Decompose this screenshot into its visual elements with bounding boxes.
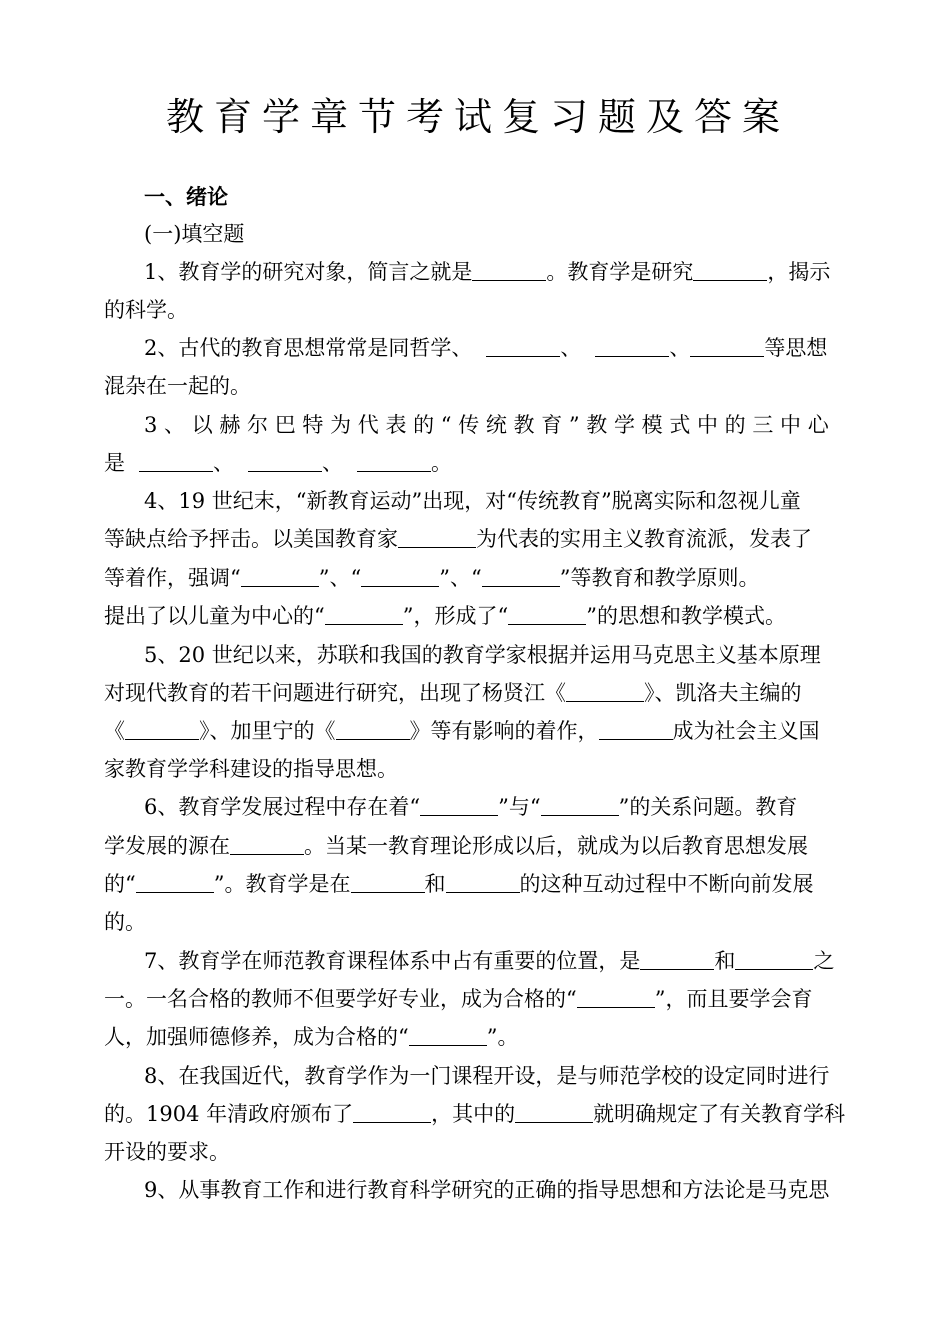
text-run: 2、古代的教育思想常常是同哲学、	[144, 336, 473, 360]
text-run: 和	[424, 872, 446, 896]
answer-blank	[599, 719, 673, 740]
question-6-line-2	[104, 832, 848, 860]
answer-blank	[336, 719, 410, 740]
question-6-line-3	[104, 870, 848, 898]
text-run: 对现代教育的若干问题进行研究，出现了杨贤江《	[104, 681, 566, 705]
text-run: 是	[104, 451, 125, 475]
answer-blank	[515, 1102, 593, 1123]
text-run: ”、“	[439, 566, 482, 590]
question-2-line-2	[104, 372, 848, 400]
text-run: 混杂在一起的。	[104, 374, 251, 398]
text-run: 。	[431, 451, 452, 475]
text-run: 7、教育学在师范教育课程体系中占有重要的位置，是	[144, 949, 641, 973]
text-run: ”，而且要学会育	[654, 987, 813, 1011]
answer-blank	[693, 260, 767, 281]
text-run: 开设的要求。	[104, 1140, 230, 1164]
answer-blank	[139, 451, 213, 472]
text-run: 、	[669, 336, 691, 360]
text-run: 》、加里宁的《	[199, 719, 336, 743]
text-run: ”。教育学是在	[213, 872, 351, 896]
answer-blank	[420, 795, 498, 816]
text-run: 和	[714, 949, 736, 973]
text-run: 、	[560, 336, 582, 360]
question-5-line-1	[144, 641, 848, 669]
text-run: 6、教育学发展过程中存在着“	[144, 795, 421, 819]
text-run: 学发展的源在	[104, 834, 230, 858]
question-9-line-1	[144, 1176, 848, 1204]
text-run: 5、20 世纪以来，苏联和我国的教育学家根据并运用马克思主义基本原理	[144, 643, 821, 667]
text-run: 等着作，强调“	[104, 566, 241, 590]
text-run: 提出了以儿童为中心的“	[104, 604, 325, 628]
text-run: 的。	[104, 910, 146, 934]
answer-blank	[125, 719, 199, 740]
text-run: 、	[322, 451, 343, 475]
text-run: 》、凯洛夫主编的	[644, 681, 802, 705]
answer-blank	[446, 872, 520, 893]
text-run: 。当某一教育理论形成以后，就成为以后教育思想发展	[304, 834, 808, 858]
text-run: 。教育学是研究	[546, 260, 694, 284]
text-run: 、	[213, 451, 234, 475]
question-5-line-2	[104, 679, 848, 707]
question-8-line-3	[104, 1138, 848, 1166]
question-6-line-1	[144, 793, 848, 821]
text-run: ”与“	[498, 795, 541, 819]
text-run: 等缺点给予抨击。以美国教育家	[104, 527, 398, 551]
question-3-line-1	[144, 411, 848, 439]
answer-blank	[690, 336, 764, 357]
text-run: 一。一名合格的教师不但要学好专业，成为合格的“	[104, 987, 577, 1011]
text-run: ”的关系问题。教育	[618, 795, 798, 819]
question-7-line-3	[104, 1023, 848, 1051]
question-4-line-1	[144, 487, 848, 515]
text-run: 人，加强师德修养，成为合格的“	[104, 1025, 409, 1049]
text-run: 之	[813, 949, 835, 973]
answer-blank	[482, 566, 560, 587]
answer-blank	[361, 566, 439, 587]
text-run: 等思想	[764, 336, 828, 360]
question-1-line-2	[104, 296, 848, 324]
text-run: 成为社会主义国	[672, 719, 820, 743]
answer-blank	[472, 260, 546, 281]
question-4-line-4	[104, 602, 848, 630]
answer-blank	[566, 681, 644, 702]
text-run: 的科学。	[104, 298, 188, 322]
question-8-line-2	[104, 1100, 848, 1128]
text-run: ，其中的	[431, 1102, 516, 1126]
document-title: 教育学章节考试复习题及答案	[165, 95, 790, 139]
text-run: 的“	[104, 872, 136, 896]
subsection-heading: (一)填空题	[144, 222, 245, 246]
answer-blank	[136, 872, 214, 893]
text-run: 4、19 世纪末，“新教育运动”出现，对“传统教育”脱离实际和忽视儿童	[144, 489, 801, 513]
question-7-line-2	[104, 985, 848, 1013]
answer-blank	[241, 566, 319, 587]
text-run: ”的思想和教学模式。	[586, 604, 786, 628]
text-run: 《	[104, 719, 125, 743]
answer-blank	[248, 451, 322, 472]
text-run: ，揭示	[767, 260, 831, 284]
question-7-line-1	[144, 947, 848, 975]
text-run: 8、在我国近代，教育学作为一门课程开设，是与师范学校的设定同时进行	[144, 1064, 830, 1088]
question-2-line-1	[144, 334, 848, 362]
question-4-line-2	[104, 525, 848, 553]
answer-blank	[325, 604, 403, 625]
text-run: 家教育学学科建设的指导思想。	[104, 757, 398, 781]
text-run: 的这种互动过程中不断向前发展	[519, 872, 814, 896]
answer-blank	[230, 834, 304, 855]
answer-blank	[353, 1102, 431, 1123]
answer-blank	[735, 949, 813, 970]
text-run: 》等有影响的着作，	[409, 719, 599, 743]
answer-blank	[508, 604, 586, 625]
answer-blank	[595, 336, 669, 357]
text-run: ”，形成了“	[402, 604, 509, 628]
answer-blank	[409, 1025, 487, 1046]
section-heading: 一、绪论	[144, 185, 228, 209]
text-run: 就明确规定了有关教育学科	[593, 1102, 846, 1126]
text-run: ”、“	[318, 566, 362, 590]
answer-blank	[351, 872, 425, 893]
text-run: 9、从事教育工作和进行教育科学研究的正确的指导思想和方法论是马克思	[144, 1178, 830, 1202]
answer-blank	[541, 795, 619, 816]
answer-blank	[640, 949, 714, 970]
text-run: 3 、 以 赫 尔 巴 特 为 代 表 的 “ 传 统 教 育 ” 教 学 模 式 中 的 三 中 心	[144, 413, 829, 437]
question-1-line-1	[144, 258, 848, 286]
answer-blank	[398, 527, 476, 548]
question-6-line-4	[104, 908, 848, 936]
question-4-line-3	[104, 564, 848, 592]
text-run: ”。	[486, 1025, 519, 1049]
question-5-line-3	[104, 717, 848, 745]
question-3-line-2	[104, 449, 848, 477]
answer-blank	[577, 987, 655, 1008]
text-run: 1、教育学的研究对象，简言之就是	[144, 260, 473, 284]
question-5-line-4	[104, 755, 848, 783]
answer-blank	[357, 451, 431, 472]
answer-blank	[486, 336, 560, 357]
text-run: ”等教育和教学原则。	[559, 566, 760, 590]
text-run: 的。1904 年清政府颁布了	[104, 1102, 354, 1126]
question-8-line-1	[144, 1062, 848, 1090]
text-run: 为代表的实用主义教育流派，发表了	[476, 527, 812, 551]
